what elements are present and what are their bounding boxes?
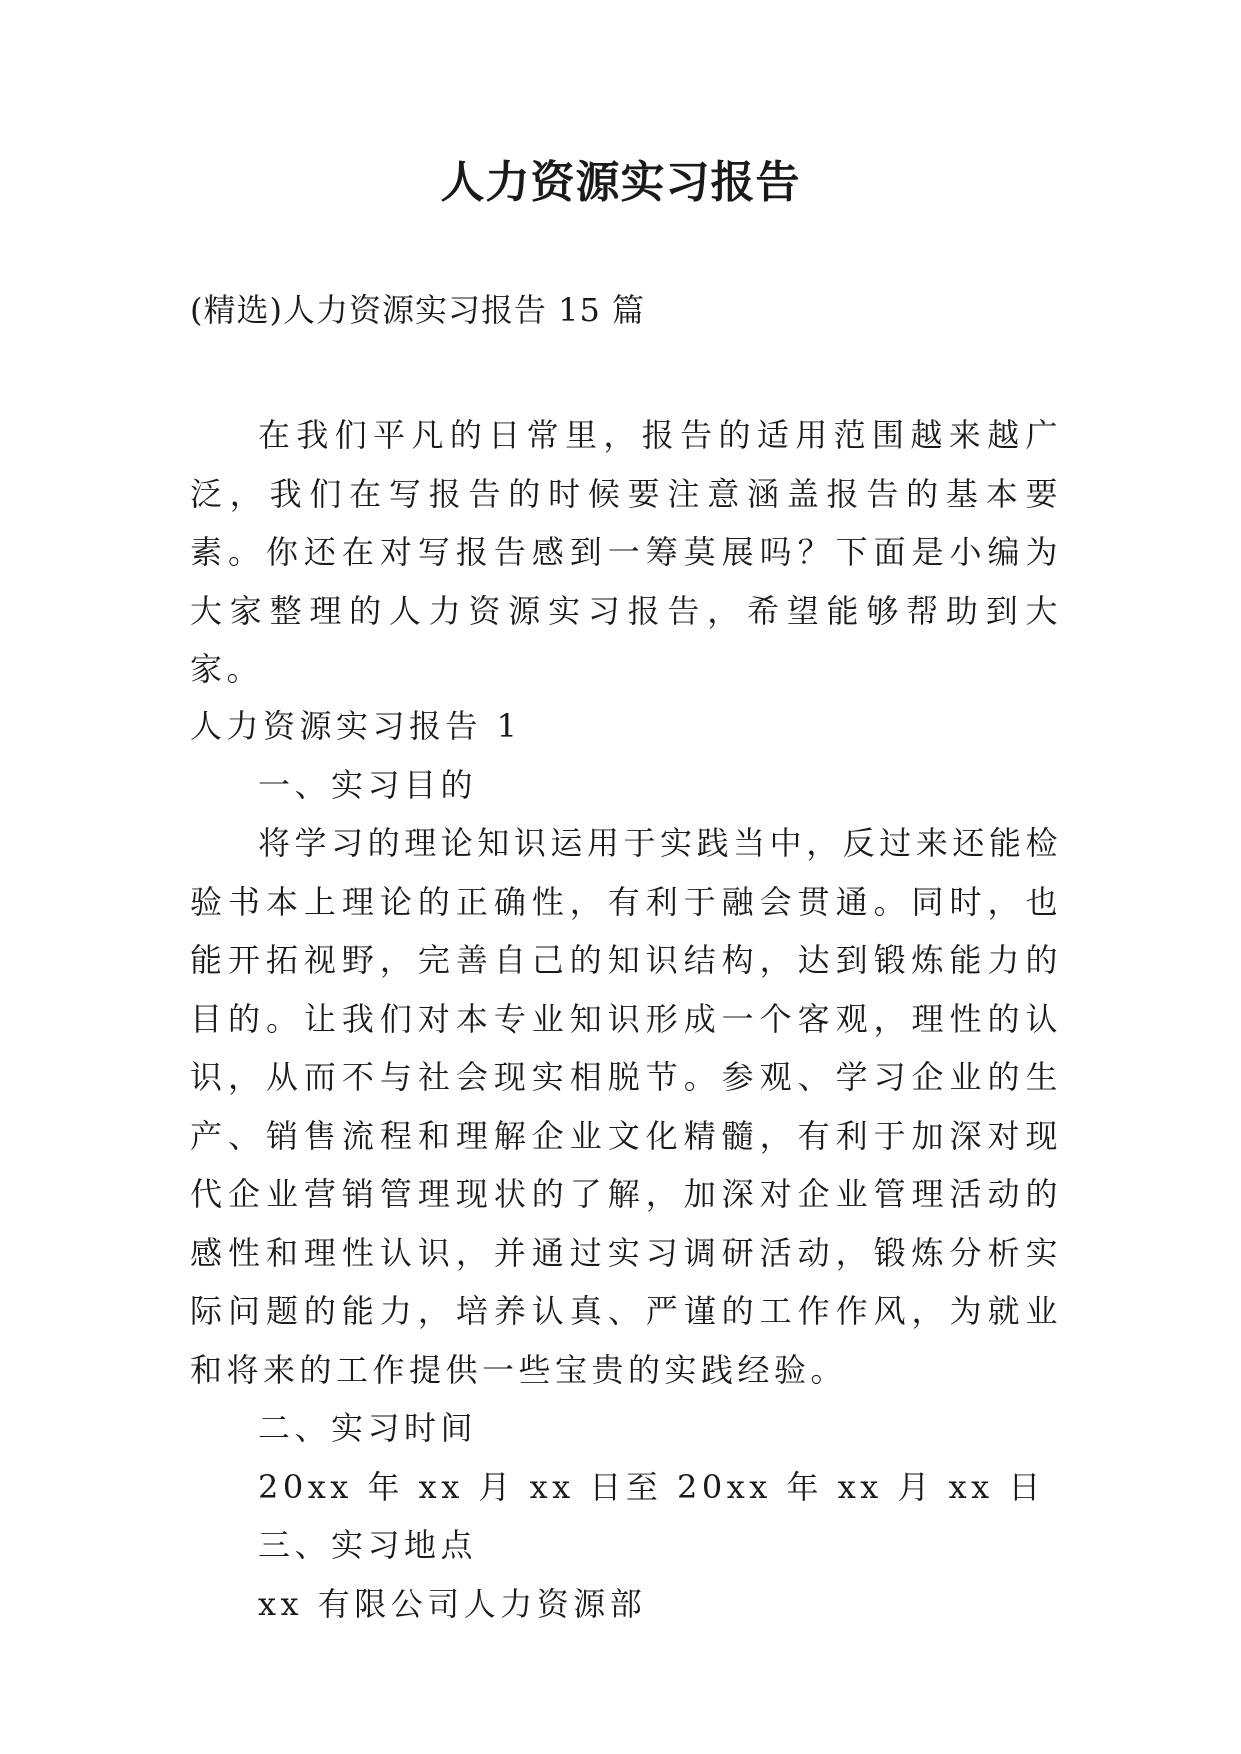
heading-location: 三、实习地点 xyxy=(258,1526,478,1564)
heading-purpose: 一、实习目的 xyxy=(258,765,478,804)
report-section xyxy=(190,697,1062,1633)
purpose-paragraph: 将学习的理论知识运用于实践当中，反过来还能检验书本上理论的正确性，有利于融会贯通。同时，也能开拓视野，完善自己的知识结构，达到锻炼能力的目的。让我们对本专业知识形成一个客观，理性的认识，从而不与社会现实相脱节。参观、学习企业的生产、销售流程和理解企业文化精髓，有利于加深对现代企业营销管理现状的了解，加深对企业管理活动的感性和理性认识，并通过实习调研活动，锻炼分析实际问题的能力，培养认真、严谨的工作作风，为就业和将来的工作提供一些宝贵的实践经验。 xyxy=(190,824,1062,1389)
document-title: 人力资源实习报告 xyxy=(440,157,801,208)
time-value: 20xx 年 xx 月 xx 日至 20xx 年 xx 月 xx 日 xyxy=(258,1467,1045,1506)
document-subtitle: (精选)人力资源实习报告 15 篇 xyxy=(190,291,646,329)
heading-time: 二、实习时间 xyxy=(258,1409,478,1447)
intro-paragraph: 在我们平凡的日常里，报告的适用范围越来越广泛，我们在写报告的时候要注意涵盖报告的基本要素。你还在对写报告感到一筹莫展吗？下面是小编为大家整理的人力资源实习报告，希望能够帮助到大家。 xyxy=(190,416,1062,688)
location-value: xx 有限公司人力资源部 xyxy=(258,1584,647,1623)
section-title: 人力资源实习报告 1 xyxy=(190,707,522,745)
